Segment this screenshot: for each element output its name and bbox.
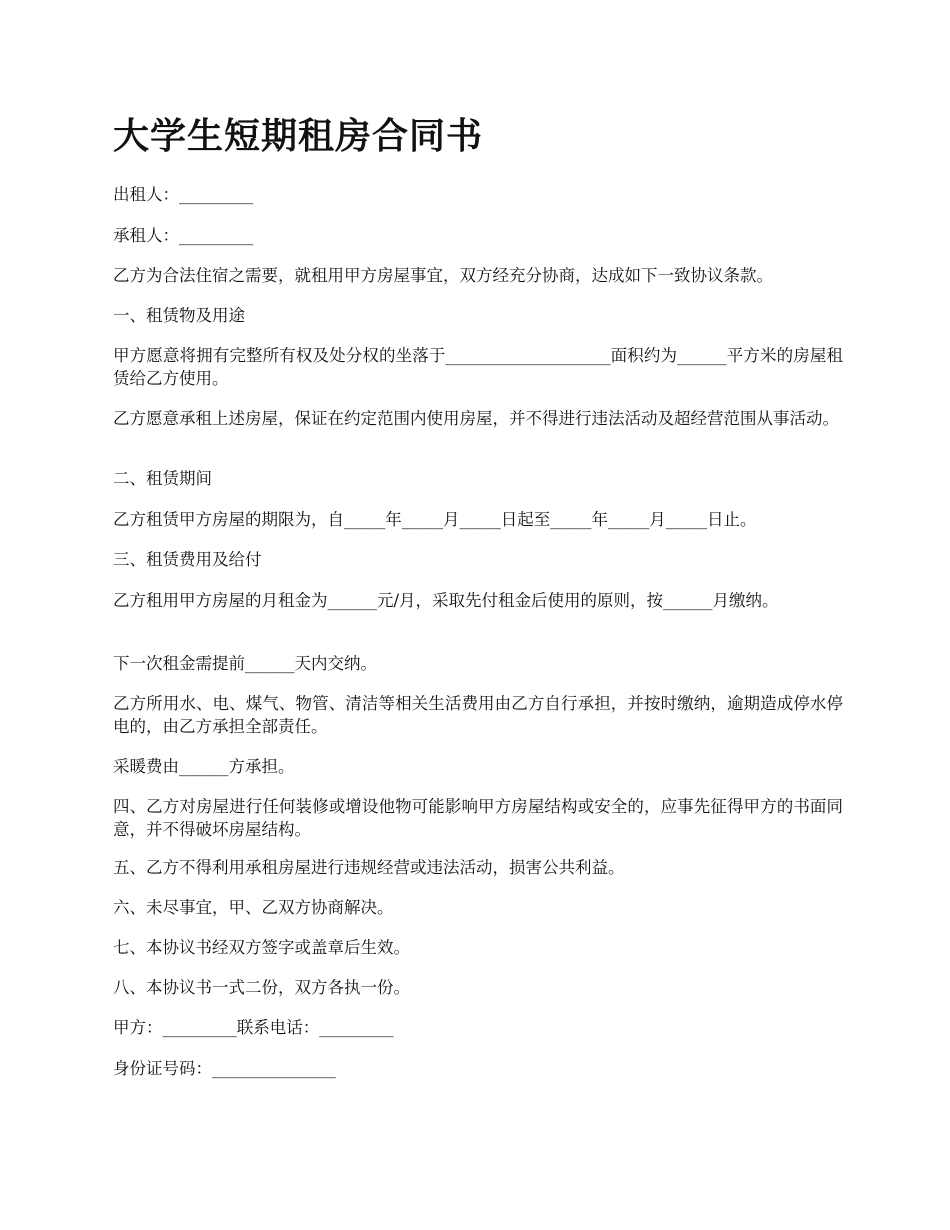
- section-8-paragraph: 八、本协议书一式二份，双方各执一份。: [113, 978, 410, 997]
- section-7-paragraph: 七、本协议书经双方签字或盖章后生效。: [113, 938, 410, 957]
- clause-paragraph: 采暖费由______方承担。: [113, 757, 295, 776]
- clause-paragraph: 乙方租赁甲方房屋的期限为，自_____年_____月_____日起至_____年_____月_____日止。: [113, 510, 757, 529]
- clause-paragraph: 乙方租用甲方房屋的月租金为______元/月，采取先付租金后使用的原则，按______月缴纳。: [113, 591, 779, 610]
- section-4-paragraph: 四、乙方对房屋进行任何装修或增设他物可能影响甲方房屋结构或安全的，应事先征得甲方的书面同意，并不得破坏房屋结构。: [113, 797, 843, 839]
- intro-paragraph: 乙方为合法住宿之需要，就租用甲方房屋事宜，双方经充分协商，达成如下一致协议条款。: [113, 266, 773, 285]
- clause-paragraph: 甲方愿意将拥有完整所有权及处分权的坐落于____________________面积约为______平方米的房屋租赁给乙方使用。: [113, 346, 843, 388]
- section-5-paragraph: 五、乙方不得利用承租房屋进行违规经营或违法活动，损害公共利益。: [113, 858, 625, 877]
- lessor-line: 出租人：_________: [113, 185, 254, 204]
- clause-paragraph: 乙方所用水、电、煤气、物管、清洁等相关生活费用由乙方自行承担，并按时缴纳，逾期造成停水停电的，由乙方承担全部责任。: [113, 694, 843, 736]
- id-number-line: 身份证号码：_______________: [113, 1059, 336, 1078]
- section-6-paragraph: 六、未尽事宜，甲、乙双方协商解决。: [113, 898, 394, 917]
- section-heading-3: 三、租赁费用及给付: [113, 550, 262, 569]
- section-heading-2: 二、租赁期间: [113, 469, 212, 488]
- lessee-line: 承租人：_________: [113, 226, 254, 245]
- document-title: 大学生短期租房合同书: [113, 115, 484, 157]
- party-a-signature-line: 甲方：_________联系电话：_________: [113, 1018, 394, 1037]
- clause-paragraph: 下一次租金需提前______天内交纳。: [113, 654, 377, 673]
- clause-paragraph: 乙方愿意承租上述房屋，保证在约定范围内使用房屋，并不得进行违法活动及超经营范围从事活动。: [113, 409, 839, 428]
- section-heading-1: 一、租赁物及用途: [113, 306, 245, 325]
